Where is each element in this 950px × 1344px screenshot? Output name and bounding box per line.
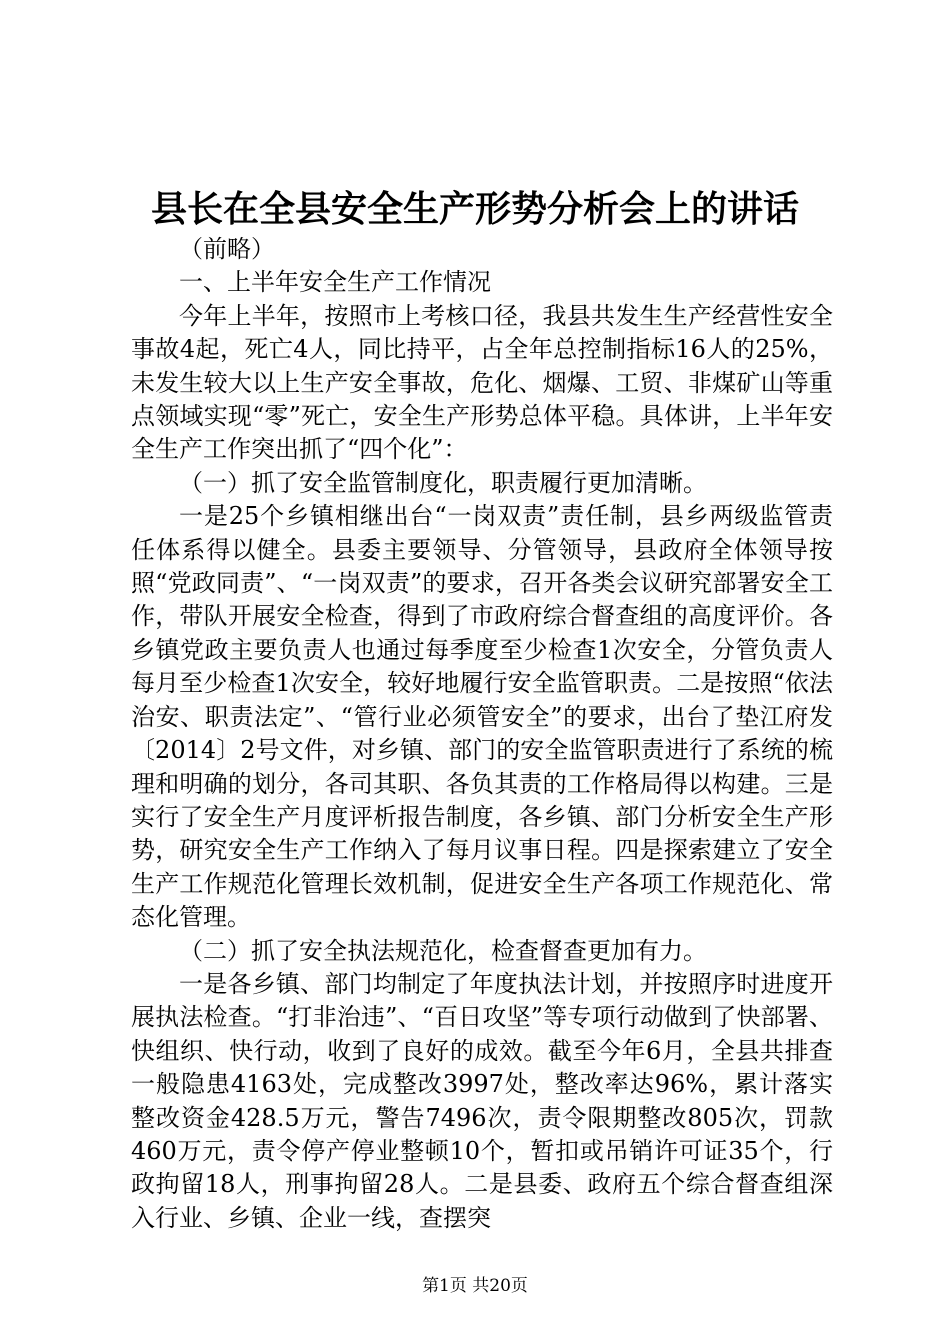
section-heading: 一、上半年安全生产工作情况 — [179, 268, 491, 297]
paragraph: 一是各乡镇、部门均制定了年度执法计划，并按照序时进度开展执法检查。“打非治违”、“百日攻坚”等专项行动做到了快部署、快组织、快行动，收到了良好的成效。截至今年6月，全县共排查一般隐患4163处，完成整改3997处，整改率达96%，累计落实整改资金428.5万元，警告7496次，责令限期整改805次，罚款460万元，责令停产停业整顿10个，暂扣或吊销许可证35个，行政拘留18人，刑事拘留28人。二是县委、政府五个综合督查组深入行业、乡镇、企业一线，查摆突 — [131, 969, 833, 1232]
paragraph: 一是25个乡镇相继出台“一岗双责”责任制，县乡两级监管责任体系得以健全。县委主要领导、分管领导，县政府全体领导按照“党政同责”、“一岗双责”的要求，召开各类会议研究部署安全工作，带队开展安全检查，得到了市政府综合督查组的高度评价。各乡镇党政主要负责人也通过每季度至少检查1次安全，分管负责人每月至少检查1次安全，较好地履行安全监管职责。二是按照“依法治安、职责法定”、“管行业必须管安全”的要求，出台了垫江府发〔2014〕2号文件，对乡镇、部门的安全监管职责进行了系统的梳理和明确的划分，各司其职、各负其责的工作格局得以构建。三是实行了安全生产月度评析报告制度，各乡镇、部门分析安全生产形势，研究安全生产工作纳入了每月议事日程。四是探索建立了安全生产工作规范化管理长效机制，促进安全生产各项工作规范化、常态化管理。 — [131, 502, 833, 932]
subsection-heading: （一）抓了安全监管制度化，职责履行更加清晰。 — [179, 468, 707, 497]
paragraph: 今年上半年，按照市上考核口径，我县共发生生产经营性安全事故4起，死亡4人，同比持平，占全年总控制指标16人的25%，未发生较大以上生产安全事故，危化、烟爆、工贸、非煤矿山等重点领域实现“零”死亡，安全生产形势总体平稳。具体讲，上半年安全生产工作突出抓了“四个化”： — [131, 301, 833, 464]
document-body — [131, 233, 833, 1235]
subsection-heading: （二）抓了安全执法规范化，检查督查更加有力。 — [179, 936, 707, 965]
paragraph-preface: （前略） — [179, 235, 275, 263]
page-number-footer: 第1页 共20页 — [422, 1276, 528, 1296]
document-title: 县长在全县安全生产形势分析会上的讲话 — [150, 188, 799, 230]
